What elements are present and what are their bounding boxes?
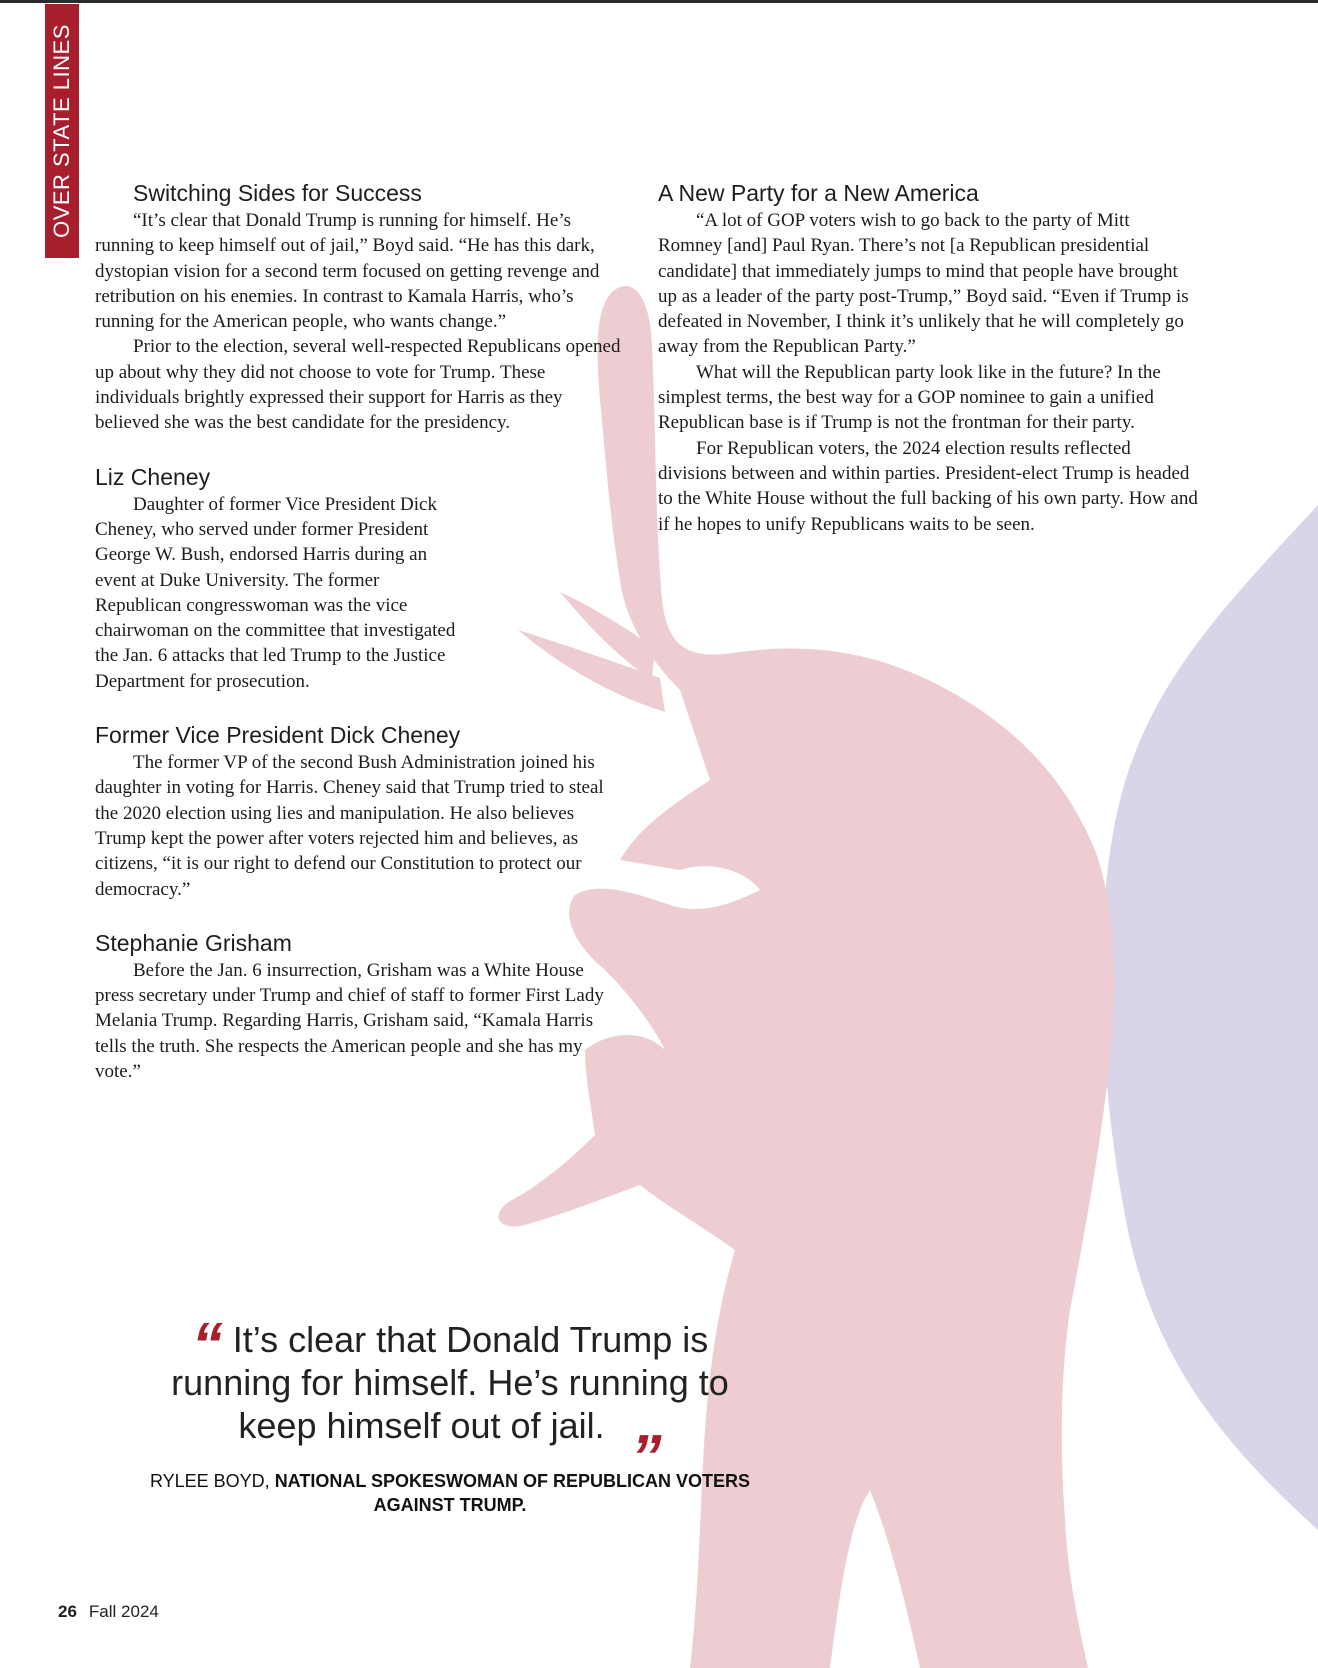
paragraph: Prior to the election, several well-respected Republicans opened up about why they did not choose to vote for Trump. These individuals brightly expressed their support for Harris as they believed she was the best candidate for the presidency.	[95, 336, 621, 434]
paragraph: Before the Jan. 6 insurrection, Grisham was a White House press secretary under Trump and chief of staff to former First Lady Melania Trump. Regarding Harris, Grisham said, “Kamala Harris tells the truth. She respects the American people and she has my vote.”	[95, 959, 604, 1083]
paragraph: “A lot of GOP voters wish to go back to the party of Mitt Romney [and] Paul Ryan. There’s not [a Republican presidential candidate] that immediately jumps to mind that people have brought up as a leader of the party post-Trump,” Boyd said. “Even if Trump is defeated in November, I think it’s unlikely that he will completely go away from the Republican Party.”	[658, 210, 1189, 358]
paragraph: Daughter of former Vice President Dick Cheney, who served under former President George W. Bush, endorsed Harris during an event at Duke University. The former Republican congresswoman was the vice chairwoman on the committee that investigated the Jan. 6 attacks that led Trump to the Justice Department for prosecution.	[95, 493, 456, 692]
paragraph: The former VP of the second Bush Administration joined his daughter in voting for Harris. Cheney said that Trump tried to steal the 2020 election using lies and manipulation. He also believes Trump kept the power after voters rejected him and believes, as citizens, “it is our right to defend our Constitution to protect our democracy.”	[95, 752, 604, 900]
paragraph: What will the Republican party look like in the future? In the simplest terms, the best way for a GOP nominee to gain a unified Republican base is if Trump is not the frontman for their party.	[658, 361, 1161, 434]
heading-switching-sides: Switching Sides for Success	[133, 180, 422, 206]
heading-stephanie-grisham: Stephanie Grisham	[95, 929, 292, 956]
pull-quote-attribution	[140, 1469, 760, 1517]
heading-new-party: A New Party for a New America	[658, 180, 979, 206]
pull-quote-text: It’s clear that Donald Trump is running for himself. He’s running to keep himself out of jail.	[171, 1319, 729, 1446]
open-quote-icon: “	[191, 1311, 223, 1380]
left-column	[95, 178, 625, 1084]
issue-label: Fall 2024	[88, 1602, 159, 1621]
paragraph: For Republican voters, the 2024 election results reflected divisions between and within parties. President-elect Trump is headed to the White House without the full backing of his own party. How and if he hopes to unify Republicans waits to be seen.	[658, 437, 1198, 535]
attribution-name: RYLEE BOYD,	[149, 1471, 270, 1491]
pull-quote	[140, 1311, 760, 1517]
close-quote-icon: ”	[630, 1423, 662, 1492]
page-footer	[58, 1602, 159, 1622]
attribution-role: NATIONAL SPOKESWOMAN OF REPUBLICAN VOTERS AGAINST TRUMP.	[274, 1471, 751, 1515]
section-tab-label: OVER STATE LINES	[49, 24, 74, 238]
section-tab	[45, 4, 79, 258]
page-number: 26	[58, 1602, 77, 1621]
donkey-silhouette	[1102, 505, 1318, 1530]
paragraph: “It’s clear that Donald Trump is running for himself. He’s running to keep himself out of jail,” Boyd said. “He has this dark, dystopian vision for a second term focused on getting revenge and retribution on his enemies. In contrast to Kamala Harris, who’s running for the American people, who wants change.”	[95, 210, 600, 333]
heading-liz-cheney: Liz Cheney	[95, 463, 211, 490]
heading-dick-cheney: Former Vice President Dick Cheney	[95, 722, 461, 749]
right-column	[658, 178, 1198, 537]
